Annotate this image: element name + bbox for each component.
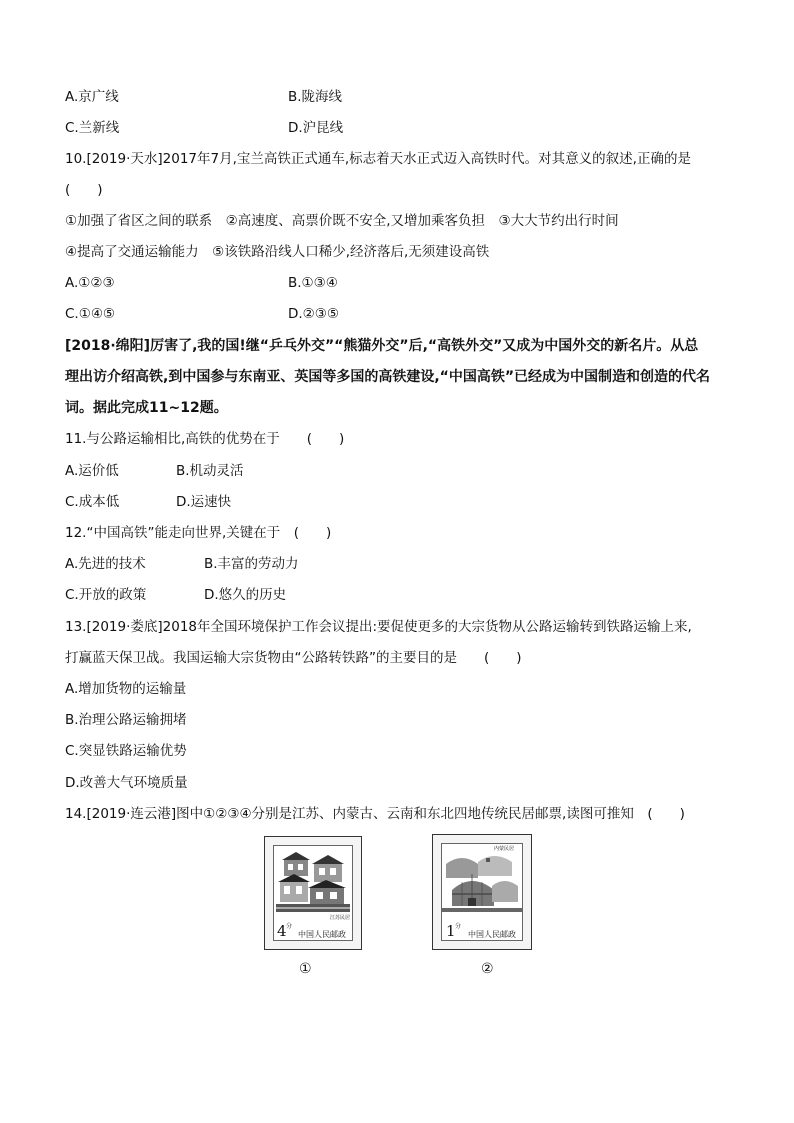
stamp-illustration <box>441 843 523 941</box>
question-10-answer-paren: ( ) <box>65 182 103 198</box>
option-d: D.②③⑤ <box>288 306 339 322</box>
option-c: C.兰新线 <box>65 120 120 136</box>
stamp-caption: 江苏民居 <box>330 915 351 921</box>
stamp-denomination-unit: 分 <box>455 923 462 930</box>
question-14-stem: 14.[2019·连云港]图中①②③④分别是江苏、内蒙古、云南和东北四地传统民居邮票,读图可推知 ( ) <box>65 806 685 822</box>
option-a: A.运价低 <box>65 463 119 479</box>
question-13-stem-1: 13.[2019·娄底]2018年全国环境保护工作会议提出:要促使更多的大宗货物从公路运输转到铁路运输上来, <box>65 619 692 635</box>
stamp-2-label: ② <box>481 961 494 977</box>
option-d: D.改善大气环境质量 <box>65 775 188 791</box>
option-b: B.丰富的劳动力 <box>204 556 299 572</box>
option-c: C.①④⑤ <box>65 306 116 322</box>
question-10-statements-1: ①加强了省区之间的联系 ②高速度、高票价既不安全,又增加乘客负担 ③大大节约出行时间 <box>65 213 619 229</box>
option-c: C.开放的政策 <box>65 587 147 603</box>
option-c: C.成本低 <box>65 494 120 510</box>
option-a: A.京广线 <box>65 89 119 105</box>
option-a: A.先进的技术 <box>65 556 146 572</box>
stamp-caption: 内蒙民居 <box>494 846 515 852</box>
question-10-stem: 10.[2019·天水]2017年7月,宝兰高铁正式通车,标志着天水正式迈入高铁时代。对其意义的叙述,正确的是 <box>65 151 691 167</box>
stamp-jiangsu-dwellings <box>264 836 362 950</box>
option-c: C.突显铁路运输优势 <box>65 743 187 759</box>
option-a: A.①②③ <box>65 275 115 291</box>
option-d: D.运速快 <box>176 494 232 510</box>
question-11-stem: 11.与公路运输相比,高铁的优势在于 ( ) <box>65 431 345 447</box>
stamp-1-label: ① <box>299 961 312 977</box>
passage-line-1: [2018·绵阳]厉害了,我的国!继“乒乓外交”“熊猫外交”后,“高铁外交”又成为中国外交的新名片。从总 <box>65 338 699 354</box>
stamp-illustration <box>273 845 353 941</box>
option-b: B.机动灵活 <box>176 463 244 479</box>
option-a: A.增加货物的运输量 <box>65 681 187 697</box>
question-12-stem: 12.“中国高铁”能走向世界,关键在于 ( ) <box>65 525 332 541</box>
stamp-issuer-text: 中国人民邮政 <box>468 930 516 939</box>
question-13-stem-2: 打赢蓝天保卫战。我国运输大宗货物由“公路转铁路”的主要目的是 ( ) <box>65 650 522 666</box>
stamp-denomination: 4 <box>277 922 287 940</box>
passage-line-2: 理出访介绍高铁,到中国参与东南亚、英国等多国的高铁建设,“中国高铁”已经成为中国制造和创造的代名 <box>65 369 711 385</box>
stamp-denomination-unit: 分 <box>286 923 293 930</box>
option-d: D.沪昆线 <box>288 120 344 136</box>
stamp-denomination: 1 <box>446 922 456 940</box>
option-b: B.陇海线 <box>288 89 343 105</box>
passage-line-3: 词。据此完成11~12题。 <box>65 400 228 416</box>
option-b: B.治理公路运输拥堵 <box>65 712 187 728</box>
option-d: D.悠久的历史 <box>204 587 287 603</box>
question-10-statements-2: ④提高了交通运输能力 ⑤该铁路沿线人口稀少,经济落后,无须建设高铁 <box>65 244 490 260</box>
stamp-issuer-text: 中国人民邮政 <box>298 930 346 939</box>
stamp-inner-mongolia-dwellings <box>432 834 532 950</box>
option-b: B.①③④ <box>288 275 338 291</box>
